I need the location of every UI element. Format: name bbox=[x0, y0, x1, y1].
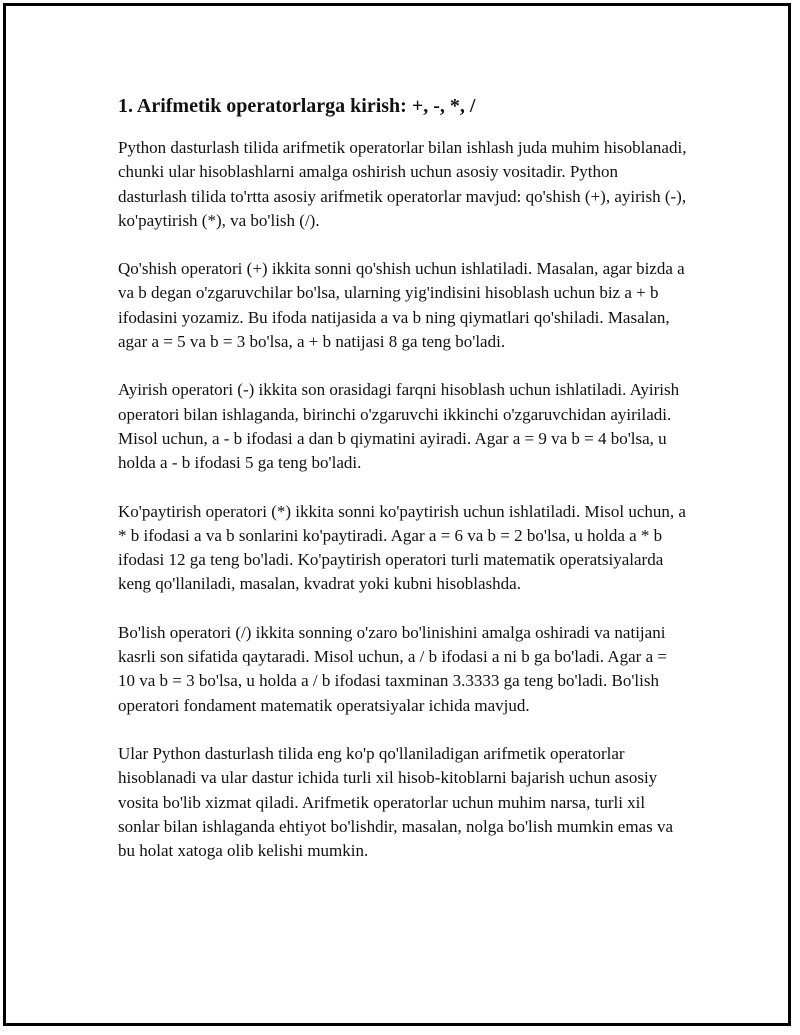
document-body bbox=[118, 92, 688, 887]
paragraph-intro: Python dasturlash tilida arifmetik operatorlar bilan ishlash juda muhim hisoblanadi, chunki ular hisoblashlarni amalga oshirish uchun asosiy vositadir. Python dasturlash tilida to'rtta asosiy arifmetik operatorlar mavjud: qo'shish (+), ayirish (-), ko'paytirish (*), va bo'lish (/). bbox=[118, 138, 687, 230]
paragraph-conclusion: Ular Python dasturlash tilida eng ko'p qo'llaniladigan arifmetik operatorlar hisoblanadi va ular dastur ichida turli xil hisob-kitoblarni bajarish uchun asosiy vosita bo'lib xizmat qiladi. Arifmetik operatorlar uchun muhim narsa, turli xil sonlar bilan ishlaganda ehtiyot bo'lishdir, masalan, nolga bo'lish mumkin emas va bu holat xatoga olib kelishi mumkin. bbox=[118, 743, 674, 861]
paragraph-division: Bo'lish operatori (/) ikkita sonning o'zaro bo'linishini amalga oshiradi va natijani kasrli son sifatida qaytaradi. Misol uchun, a / b ifodasi a ni b ga bo'ladi. Agar a = 10 va b = 3 bo'lsa, u holda a / b ifodasi taxminan 3.3333 ga teng bo'ladi. Bo'lish operatori fondament matematik operatsiyalar ichida mavjud. bbox=[118, 622, 667, 715]
paragraph-multiplication: Ko'paytirish operatori (*) ikkita sonni ko'paytirish uchun ishlatiladi. Misol uchun, a * b ifodasi a va b sonlarini ko'paytiradi. Agar a = 6 va b = 2 bo'lsa, u holda a * b ifodasi 12 ga teng bo'ladi. Ko'paytirish operatori turli matematik operatsiyalarda keng qo'llaniladi, masalan, kvadrat yoki kubni hisoblashda. bbox=[118, 501, 686, 594]
paragraph-subtraction: Ayirish operatori (-) ikkita son orasidagi farqni hisoblash uchun ishlatiladi. Ayirish operatori bilan ishlaganda, birinchi o'zgaruvchi ikkinchi o'zgaruvchidan ayiriladi. Misol uchun, a - b ifodasi a dan b qiymatini ayiradi. Agar a = 9 va b = 4 bo'lsa, u holda a - b ifodasi 5 ga teng bo'ladi. bbox=[118, 380, 680, 473]
document-title: 1. Arifmetik operatorlarga kirish: +, -, *, / bbox=[118, 95, 476, 117]
paragraph-addition: Qo'shish operatori (+) ikkita sonni qo'shish uchun ishlatiladi. Masalan, agar bizda a va b degan o'zgaruvchilar bo'lsa, ularning yig'indisini hisoblash uchun biz a + b ifodasini yozamiz. Bu ifoda natijasida a va b ning qiymatlari qo'shiladi. Masalan, agar a = 5 va b = 3 bo'lsa, a + b natijasi 8 ga teng bo'ladi. bbox=[118, 259, 685, 352]
